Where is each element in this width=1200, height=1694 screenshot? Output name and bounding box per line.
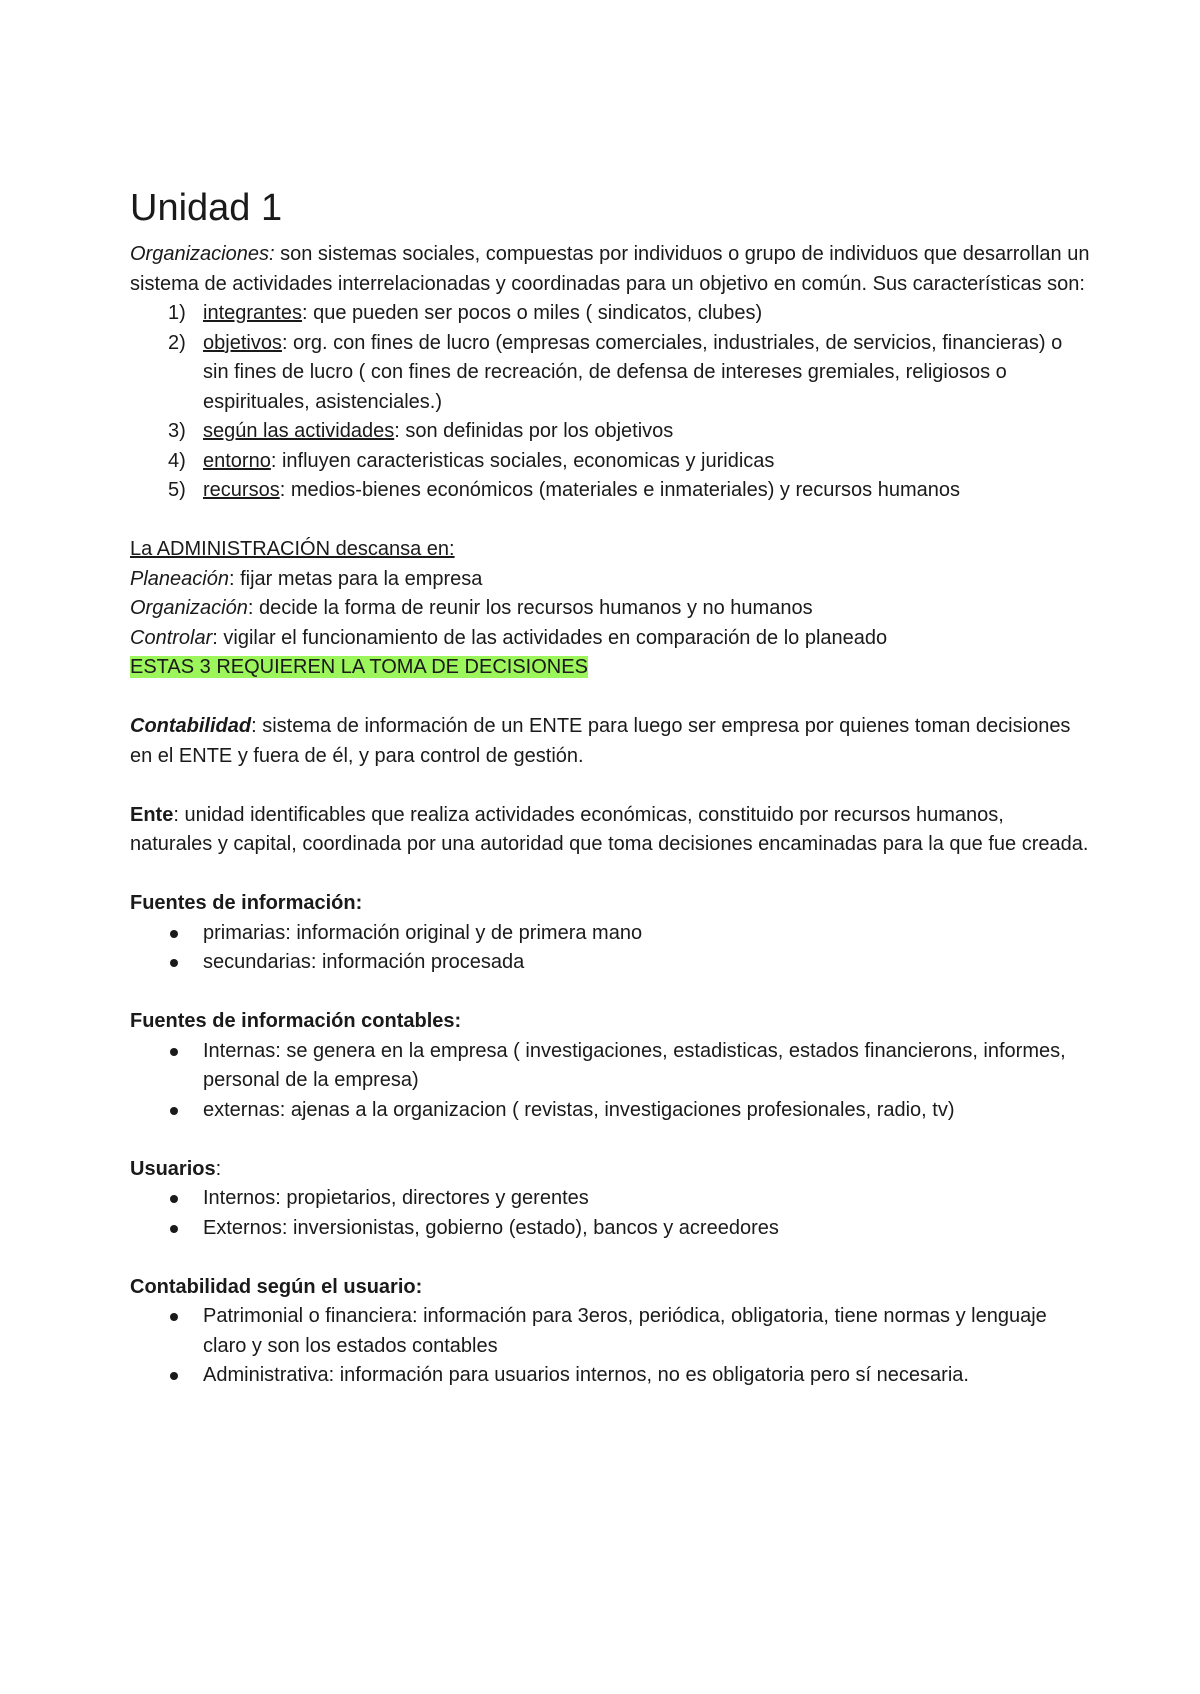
list-text: : org. con fines de lucro (empresas comerciales, industriales, de servicios, financieras) o sin fines de lucro ( con fines de recreación, de defensa de intereses gremiales, religiosos o espirituales, asistenciales.) (203, 331, 1063, 413)
list-item (130, 299, 1090, 329)
organizaciones-paragraph (130, 240, 1090, 299)
list-text: : influyen caracteristicas sociales, economicas y juridicas (270, 449, 775, 472)
page-title: Unidad 1 (130, 187, 283, 229)
admin-term: Planeación (130, 567, 229, 590)
contabilidad-usuario-list (130, 1302, 1090, 1391)
list-number: 5) (168, 479, 186, 501)
bullet-icon (170, 959, 178, 967)
usuarios-heading: Usuarios (130, 1157, 216, 1180)
bullet-icon (170, 1107, 178, 1115)
ente-text: : unidad identificables que realiza actividades económicas, constituido por recursos humanos, naturales y capital, coordinada por una autoridad que toma decisiones encaminadas para la que fue creada. (130, 803, 1089, 855)
bullet-icon (170, 1225, 178, 1233)
bullet-icon (170, 1313, 178, 1321)
contabilidad-usuario-heading: Contabilidad según el usuario: (130, 1275, 423, 1298)
bullet-icon (170, 1048, 178, 1056)
list-item (130, 1214, 1090, 1244)
contabilidad-term: Contabilidad (130, 715, 252, 737)
list-item (130, 1096, 1090, 1126)
contabilidad-text: : sistema de información de un ENTE para luego ser empresa por quienes toman decisiones en el ENTE y fuera de él, y para control de gestión. (130, 715, 1071, 767)
usuarios-list (130, 1184, 1090, 1243)
list-term: entorno (203, 449, 271, 472)
admin-term: Organización (130, 597, 248, 619)
usuarios-colon: : (215, 1157, 222, 1180)
list-text: : medios-bienes económicos (materiales e inmateriales) y recursos humanos (279, 479, 960, 501)
organizaciones-text: son sistemas sociales, compuestas por individuos o grupo de individuos que desarrollan un sistema de actividades interrelacionadas y coordinadas para un objetivo en común. Sus características son: (130, 243, 1090, 295)
fuentes-contables-heading: Fuentes de información contables: (130, 1010, 462, 1032)
document-page (130, 186, 1090, 1391)
fuentes-contables-list (130, 1037, 1090, 1126)
list-item (130, 417, 1090, 447)
list-number: 4) (168, 449, 186, 472)
admin-item (130, 624, 1090, 654)
bullet-icon (170, 1372, 178, 1380)
list-text: Administrativa: información para usuarios internos, no es obligatoria pero sí necesaria. (203, 1364, 969, 1386)
list-term: objetivos (203, 331, 282, 354)
fuentes-list (130, 919, 1090, 978)
list-term: según las actividades (203, 420, 395, 442)
list-item (130, 1361, 1090, 1391)
list-item (130, 948, 1090, 978)
administracion-heading: La ADMINISTRACIÓN descansa en: (130, 538, 455, 560)
list-number: 3) (168, 420, 186, 442)
admin-term: Controlar (130, 626, 213, 649)
list-item (130, 329, 1090, 418)
ente-term: Ente (130, 803, 174, 826)
admin-item (130, 565, 1090, 595)
admin-text: : fijar metas para la empresa (228, 567, 483, 590)
list-item (130, 476, 1090, 506)
list-text: : son definidas por los objetivos (394, 420, 674, 442)
list-text: primarias: información original y de primera mano (203, 921, 643, 944)
fuentes-heading: Fuentes de información: (130, 892, 363, 914)
list-text: externas: ajenas a la organizacion ( revistas, investigaciones profesionales, radio, tv) (203, 1098, 955, 1121)
highlighted-text: ESTAS 3 REQUIEREN LA TOMA DE DECISIONES (130, 656, 588, 678)
list-number: 1) (168, 302, 186, 324)
list-item (130, 1302, 1090, 1361)
admin-text: : vigilar el funcionamiento de las actividades en comparación de lo planeado (212, 626, 888, 649)
list-term: integrantes (203, 302, 302, 324)
admin-text: : decide la forma de reunir los recursos humanos y no humanos (247, 597, 813, 619)
list-text: Internas: se genera en la empresa ( investigaciones, estadisticas, estados financierons, informes, personal de la empresa) (203, 1039, 1066, 1091)
list-text: Patrimonial o financiera: información para 3eros, periódica, obligatoria, tiene normas y lenguaje claro y son los estados contables (203, 1305, 1047, 1357)
bullet-icon (170, 930, 178, 938)
admin-item (130, 594, 1090, 624)
usuarios-heading-line (130, 1155, 1090, 1185)
list-term: recursos (203, 479, 280, 501)
ente-paragraph (130, 801, 1090, 860)
caracteristicas-list (130, 299, 1090, 506)
list-item (130, 1037, 1090, 1096)
bullet-icon (170, 1195, 178, 1203)
list-text: Externos: inversionistas, gobierno (estado), bancos y acreedores (203, 1216, 779, 1239)
contabilidad-paragraph (130, 712, 1090, 771)
list-item (130, 919, 1090, 949)
highlight-line (130, 653, 1090, 683)
list-number: 2) (168, 331, 186, 354)
list-text: : que pueden ser pocos o miles ( sindicatos, clubes) (301, 302, 763, 324)
list-item (130, 1184, 1090, 1214)
list-item (130, 447, 1090, 477)
list-text: Internos: propietarios, directores y gerentes (203, 1187, 589, 1209)
list-text: secundarias: información procesada (203, 951, 525, 973)
organizaciones-term: Organizaciones: (130, 243, 275, 265)
